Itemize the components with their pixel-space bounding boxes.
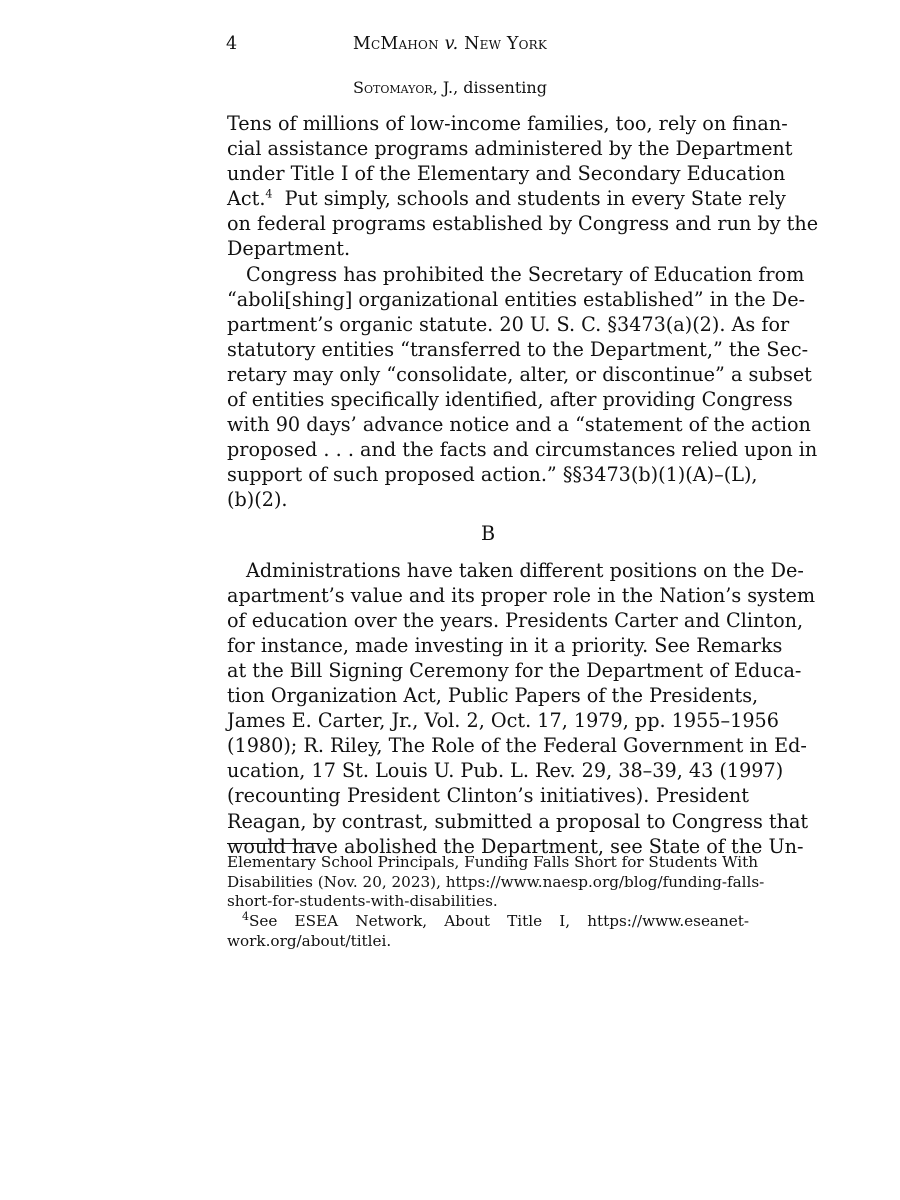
- case-versus: v.: [444, 34, 459, 54]
- footnote-4: [227, 912, 749, 932]
- section-heading: B: [480, 521, 496, 545]
- footnote-line: Elementary School Principals, Funding Falls Short for Students With: [227, 853, 759, 871]
- text-fragment: Act.: [227, 187, 266, 211]
- text-line: would have abolished the Department, see State of the Un-: [227, 834, 804, 858]
- justice-name: Sotomayor: [353, 78, 433, 97]
- paragraph: [227, 262, 818, 513]
- text-line: of entities specifically identified, after providing Congress: [227, 388, 793, 412]
- text-line: apartment’s value and its proper role in the Nation’s system: [227, 583, 816, 607]
- text-line: ucation, 17 St. Louis U. Pub. L. Rev. 29, 38–39, 43 (1997): [227, 759, 784, 783]
- paragraph: [227, 558, 816, 859]
- text-line: (b)(2).: [227, 488, 288, 512]
- footnote-marker: 4: [242, 910, 249, 924]
- text-line: (1980); R. Riley, The Role of the Federal Government in Ed-: [227, 734, 807, 758]
- text-line: Reagan, by contrast, submitted a proposal to Congress that: [227, 809, 809, 833]
- text-line: for instance, made investing in it a priority. See Remarks: [227, 633, 783, 657]
- text-line: “aboli[shing] organizational entities established” in the De-: [227, 287, 806, 311]
- footnote-text: See ESEA Network, About Title I, https://www.eseanet-: [249, 912, 749, 931]
- text-line: Tens of millions of low-income families, too, rely on finan-: [227, 112, 788, 135]
- text-line: support of such proposed action.” §§3473(b)(1)(A)–(L),: [227, 463, 758, 487]
- text-line: under Title I of the Elementary and Secondary Education: [227, 162, 786, 186]
- footnote-divider: [227, 843, 319, 844]
- text-line: [227, 186, 786, 211]
- footnote-line: work.org/about/titlei.: [227, 931, 392, 950]
- text-line: at the Bill Signing Ceremony for the Department of Educa-: [227, 658, 802, 682]
- text-line: Congress has prohibited the Secretary of Education from: [246, 262, 805, 286]
- opinion-type: , J., dissenting: [432, 78, 547, 97]
- text-line: proposed . . . and the facts and circumstances relied upon in: [227, 438, 818, 462]
- text-fragment: Put simply, schools and students in every State rely: [284, 187, 786, 211]
- footnote-ref-4: 4: [265, 187, 273, 201]
- footnote-line: Disabilities (Nov. 20, 2023), https://www.naesp.org/blog/funding-falls-: [227, 872, 765, 891]
- footnotes: [227, 853, 765, 952]
- text-line: Administrations have taken different positions on the De-: [246, 558, 804, 582]
- text-line: retary may only “consolidate, alter, or discontinue” a subset: [227, 362, 812, 386]
- page-number: 4: [226, 34, 238, 54]
- text-line: (recounting President Clinton’s initiatives). President: [227, 784, 749, 808]
- paragraph: [227, 111, 819, 262]
- footnote-line: short-for-students-with-disabilities.: [227, 892, 498, 911]
- text-line: tion Organization Act, Public Papers of the Presidents,: [227, 684, 759, 708]
- running-header: [0, 34, 900, 54]
- text-line: cial assistance programs administered by the Department: [227, 137, 793, 161]
- text-line: statutory entities “transferred to the Department,” the Sec-: [227, 337, 809, 361]
- case-name-prefix: McMahon: [352, 34, 439, 54]
- main-text: [227, 111, 819, 859]
- text-line: partment’s organic statute. 20 U. S. C. §3473(a)(2). As for: [227, 312, 790, 336]
- opinion-author: [0, 78, 900, 97]
- text-line: James E. Carter, Jr., Vol. 2, Oct. 17, 1979, pp. 1955–1956: [227, 709, 779, 733]
- text-line: with 90 days’ advance notice and a “statement of the action: [227, 413, 811, 437]
- text-line: of education over the years. Presidents Carter and Clinton,: [227, 608, 804, 632]
- text-line: on federal programs established by Congress and run by the: [227, 212, 819, 236]
- case-name-suffix: New York: [464, 34, 548, 54]
- text-line: Department.: [227, 237, 351, 261]
